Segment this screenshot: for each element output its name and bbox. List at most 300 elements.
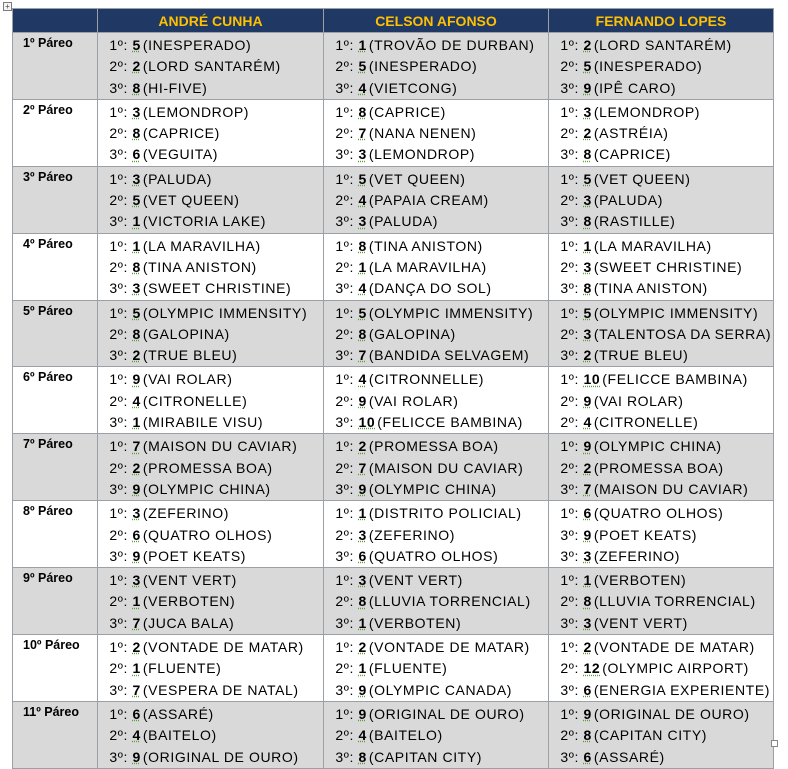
pick-line <box>554 278 773 299</box>
pick-position: 1º: <box>335 304 354 321</box>
pick-horse-number: 9 <box>132 480 141 497</box>
pick-position: 1º: <box>560 705 579 722</box>
pick-horse-number: 3 <box>583 325 592 342</box>
pick-position: 2º: <box>335 526 354 543</box>
pick-position: 1º: <box>335 371 354 388</box>
pick-horse-number: 3 <box>583 547 592 564</box>
pick-horse-name: (LEMONDROP) <box>368 146 476 163</box>
pick-horse-name: (CAPRICE) <box>593 146 671 163</box>
pick-horse-name: (ASSARÉ) <box>142 705 214 722</box>
pick-line <box>329 747 548 768</box>
pick-horse-number: 3 <box>132 280 141 297</box>
pick-horse-number: 1 <box>132 660 141 677</box>
pick-horse-name: (VENT VERT) <box>142 572 237 589</box>
pick-horse-number: 9 <box>358 480 367 497</box>
pick-horse-number: 9 <box>583 438 592 455</box>
pick-horse-number: 5 <box>132 192 141 209</box>
pick-position: 2º: <box>335 660 354 677</box>
pick-horse-name: (VESPERA DE NATAL) <box>142 681 299 698</box>
pick-position: 1º: <box>335 705 354 722</box>
pick-horse-number: 8 <box>583 593 592 610</box>
pick-horse-number: 2 <box>583 639 592 656</box>
pick-line <box>554 525 773 546</box>
pick-horse-name: (VET QUEEN) <box>368 170 466 187</box>
pick-position: 1º: <box>335 237 354 254</box>
pick-position: 1º: <box>109 103 128 120</box>
pick-horse-number: 12 <box>583 660 601 677</box>
pick-horse-name: (OLYMPIC IMMENSITY) <box>142 304 308 321</box>
table-row <box>13 367 774 434</box>
pick-horse-name: (OLYMPIC CHINA) <box>368 480 497 497</box>
pick-line <box>329 725 548 746</box>
pick-line <box>329 257 548 278</box>
header-fernando-lopes: FERNANDO LOPES <box>549 9 774 33</box>
picks-cell <box>98 99 324 166</box>
pick-position: 1º: <box>335 438 354 455</box>
pick-line <box>329 236 548 257</box>
pick-line <box>554 324 773 345</box>
picks-cell <box>549 635 774 702</box>
pick-horse-number: 5 <box>358 58 367 75</box>
pick-horse-name: (PAPAIA CREAM) <box>368 192 489 209</box>
pick-horse-number: 2 <box>358 438 367 455</box>
race-label: 3º Páreo <box>13 166 98 233</box>
pick-line <box>554 169 773 190</box>
pick-line <box>103 412 323 433</box>
pick-horse-number: 5 <box>583 170 592 187</box>
pick-horse-number: 7 <box>358 459 367 476</box>
pick-horse-number: 7 <box>583 480 592 497</box>
pick-horse-number: 9 <box>358 681 367 698</box>
pick-position: 1º: <box>335 572 354 589</box>
pick-position: 3º: <box>560 480 579 497</box>
pick-position: 3º: <box>109 146 128 163</box>
picks-cell <box>549 501 774 568</box>
pick-horse-name: (TRUE BLEU) <box>142 347 238 364</box>
pick-position: 1º: <box>560 37 579 53</box>
pick-horse-name: (VET QUEEN) <box>142 192 240 209</box>
pick-line <box>554 570 773 591</box>
pick-line <box>329 169 548 190</box>
pick-horse-name: (DISTRITO POLICIAL) <box>368 505 522 522</box>
picks-cell <box>98 300 324 367</box>
pick-horse-name: (ASTRÉIA) <box>593 125 669 142</box>
pick-horse-name: (BAITELO) <box>368 727 443 744</box>
pick-horse-name: (PROMESSA BOA) <box>368 438 499 455</box>
pick-horse-number: 8 <box>583 280 592 297</box>
pick-position: 3º: <box>560 79 579 96</box>
pick-horse-name: (SWEET CHRISTINE) <box>593 258 743 275</box>
pick-position: 1º: <box>560 505 579 522</box>
pick-position: 2º: <box>109 58 128 75</box>
pick-horse-name: (VET QUEEN) <box>593 170 691 187</box>
pick-position: 1º: <box>335 505 354 522</box>
pick-position: 2º: <box>560 727 579 744</box>
pick-horse-number: 10 <box>583 371 601 388</box>
picks-cell <box>98 434 324 501</box>
pick-position: 2º: <box>335 392 354 409</box>
pick-horse-name: (TINA ANISTON) <box>142 258 257 275</box>
pick-horse-name: (VERBOTEN) <box>142 593 236 610</box>
picks-cell <box>324 233 549 300</box>
pick-position: 3º: <box>335 280 354 297</box>
pick-horse-name: (QUATRO OLHOS) <box>142 526 273 543</box>
pick-position: 2º: <box>109 192 128 209</box>
pick-line <box>103 211 323 232</box>
pick-position: 3º: <box>109 347 128 364</box>
pick-position: 3º: <box>335 681 354 698</box>
pick-position: 3º: <box>335 614 354 631</box>
pick-line <box>554 35 773 56</box>
pick-position: 2º: <box>560 325 579 342</box>
pick-line <box>329 123 548 144</box>
pick-line <box>103 144 323 165</box>
pick-line <box>329 458 548 479</box>
pick-horse-name: (MAISON DU CAVIAR) <box>593 480 749 497</box>
pick-horse-name: (TINA ANISTON) <box>368 237 483 254</box>
pick-horse-name: (RASTILLE) <box>593 213 676 230</box>
pick-line <box>103 35 323 56</box>
pick-horse-name: (LA MARAVILHA) <box>593 237 712 254</box>
pick-horse-number: 1 <box>358 614 367 631</box>
pick-line <box>554 303 773 324</box>
pick-horse-number: 7 <box>358 125 367 142</box>
pick-position: 1º: <box>335 37 354 53</box>
picks-cell <box>98 367 324 434</box>
pick-position: 2º: <box>335 58 354 75</box>
pick-line <box>329 211 548 232</box>
picks-cell <box>549 99 774 166</box>
pick-horse-name: (FELICCE BAMBINA) <box>377 414 523 431</box>
pick-horse-number: 5 <box>132 37 141 53</box>
pick-horse-name: (FLUENTE) <box>142 660 222 677</box>
pick-horse-name: (VENT VERT) <box>593 614 688 631</box>
pick-line <box>329 704 548 725</box>
pick-line <box>329 479 548 500</box>
pick-position: 1º: <box>109 170 128 187</box>
pick-horse-name: (INESPERADO) <box>142 37 252 53</box>
pick-position: 3º: <box>109 748 128 765</box>
pick-horse-number: 8 <box>358 237 367 254</box>
table-row <box>13 434 774 501</box>
pick-line <box>103 546 323 567</box>
pick-horse-number: 6 <box>358 547 367 564</box>
pick-line <box>329 303 548 324</box>
pick-line <box>329 546 548 567</box>
pick-horse-name: (LEMONDROP) <box>593 103 701 120</box>
pick-line <box>329 35 548 56</box>
pick-horse-number: 2 <box>132 639 141 656</box>
pick-horse-number: 3 <box>358 526 367 543</box>
pick-line <box>329 680 548 701</box>
pick-line <box>329 56 548 77</box>
pick-position: 1º: <box>560 237 579 254</box>
picks-cell <box>324 166 549 233</box>
race-label: 11º Páreo <box>13 701 98 768</box>
pick-horse-number: 9 <box>132 748 141 765</box>
pick-position: 1º: <box>109 371 128 388</box>
pick-position: 2º: <box>109 526 128 543</box>
pick-position: 2º: <box>109 258 128 275</box>
pick-horse-name: (NANA NENEN) <box>368 125 477 142</box>
pick-horse-number: 8 <box>358 103 367 120</box>
pick-horse-name: (GALOPINA) <box>368 325 456 342</box>
pick-horse-number: 3 <box>583 103 592 120</box>
pick-line <box>103 680 323 701</box>
pick-horse-name: (FLUENTE) <box>368 660 448 677</box>
pick-line <box>103 391 323 412</box>
pick-horse-name: (MIRABILE VISU) <box>142 414 264 431</box>
pick-horse-number: 9 <box>358 392 367 409</box>
pick-horse-number: 5 <box>358 170 367 187</box>
pick-horse-name: (LLUVIA TORRENCIAL) <box>593 593 756 610</box>
pick-horse-name: (VONTADE DE MATAR) <box>142 639 304 656</box>
pick-position: 3º: <box>335 547 354 564</box>
pick-position: 2º: <box>335 192 354 209</box>
pick-position: 2º: <box>109 325 128 342</box>
table-row <box>13 568 774 635</box>
pick-horse-name: (VAI ROLAR) <box>593 392 684 409</box>
table-row <box>13 166 774 233</box>
pick-horse-name: (ASSARÉ) <box>593 748 665 765</box>
pick-line <box>554 747 773 768</box>
pick-position: 3º: <box>335 146 354 163</box>
pick-line <box>329 345 548 366</box>
picks-cell <box>98 635 324 702</box>
pick-position: 1º: <box>109 572 128 589</box>
race-label: 6º Páreo <box>13 367 98 434</box>
pick-line <box>554 725 773 746</box>
picks-cell <box>324 33 549 100</box>
pick-horse-name: (BANDIDA SELVAGEM) <box>368 347 530 364</box>
pick-line <box>554 503 773 524</box>
pick-horse-name: (POET KEATS) <box>142 547 247 564</box>
pick-position: 2º: <box>560 660 579 677</box>
pick-horse-name: (VAI ROLAR) <box>142 371 233 388</box>
pick-horse-name: (QUATRO OLHOS) <box>368 547 499 564</box>
pick-horse-name: (VERBOTEN) <box>368 614 462 631</box>
pick-line <box>554 637 773 658</box>
pick-line <box>329 503 548 524</box>
table-move-handle-icon[interactable]: + <box>3 2 12 11</box>
pick-position: 2º: <box>109 459 128 476</box>
picks-cell <box>549 367 774 434</box>
pick-position: 2º: <box>335 125 354 142</box>
table-row <box>13 300 774 367</box>
pick-position: 2º: <box>109 727 128 744</box>
pick-position: 1º: <box>109 37 128 53</box>
pick-line <box>329 102 548 123</box>
pick-line <box>103 525 323 546</box>
pick-line <box>103 479 323 500</box>
pick-line <box>554 546 773 567</box>
pick-line <box>103 56 323 77</box>
pick-horse-number: 8 <box>132 125 141 142</box>
pick-horse-name: (TINA ANISTON) <box>593 280 708 297</box>
pick-line <box>554 190 773 211</box>
pick-horse-name: (ENERGIA EXPERIENTE) <box>593 681 771 698</box>
pick-line <box>554 613 773 634</box>
pick-horse-number: 8 <box>583 727 592 744</box>
pick-horse-name: (DANÇA DO SOL) <box>368 280 492 297</box>
pick-position: 3º: <box>109 79 128 96</box>
pick-position: 2º: <box>560 258 579 275</box>
pick-position: 3º: <box>560 146 579 163</box>
pick-horse-number: 3 <box>132 505 141 522</box>
pick-line <box>554 236 773 257</box>
pick-line <box>103 458 323 479</box>
pick-horse-name: (CITRONNELLE) <box>368 371 485 388</box>
pick-line <box>103 303 323 324</box>
pick-line <box>103 591 323 612</box>
pick-line <box>554 479 773 500</box>
picks-cell <box>324 701 549 768</box>
pick-horse-name: (IPÊ CARO) <box>593 79 677 96</box>
pick-horse-name: (LORD SANTARÉM) <box>593 37 732 53</box>
pick-position: 2º: <box>560 392 579 409</box>
pick-horse-number: 9 <box>358 705 367 722</box>
table-row <box>13 233 774 300</box>
pick-horse-number: 8 <box>132 258 141 275</box>
pick-horse-name: (POET KEATS) <box>593 526 698 543</box>
pick-horse-name: (LORD SANTARÉM) <box>142 58 281 75</box>
pick-horse-name: (OLYMPIC CHINA) <box>593 438 722 455</box>
pick-position: 3º: <box>109 614 128 631</box>
pick-horse-name: (PALUDA) <box>142 170 212 187</box>
pick-horse-name: (GALOPINA) <box>142 325 230 342</box>
pick-horse-number: 2 <box>132 347 141 364</box>
pick-position: 1º: <box>560 170 579 187</box>
pick-horse-name: (SWEET CHRISTINE) <box>142 280 292 297</box>
pick-horse-number: 7 <box>132 681 141 698</box>
pick-horse-number: 4 <box>358 727 367 744</box>
pick-position: 3º: <box>109 547 128 564</box>
pick-horse-name: (TROVÃO DE DURBAN) <box>368 37 535 53</box>
pick-position: 2º: <box>560 125 579 142</box>
pick-line <box>103 436 323 457</box>
picks-cell <box>324 434 549 501</box>
picks-cell <box>324 99 549 166</box>
pick-line <box>329 637 548 658</box>
pick-line <box>103 257 323 278</box>
pick-horse-name: (OLYMPIC IMMENSITY) <box>593 304 759 321</box>
pick-line <box>329 144 548 165</box>
pick-line <box>329 570 548 591</box>
pick-horse-number: 2 <box>583 37 592 53</box>
pick-horse-number: 3 <box>358 146 367 163</box>
race-label: 5º Páreo <box>13 300 98 367</box>
pick-position: 2º: <box>335 459 354 476</box>
pick-position: 3º: <box>335 347 354 364</box>
pick-position: 3º: <box>109 280 128 297</box>
pick-horse-name: (TALENTOSA DA SERRA) <box>593 325 772 342</box>
race-label: 2º Páreo <box>13 99 98 166</box>
pick-horse-name: (OLYMPIC CHINA) <box>142 480 271 497</box>
pick-horse-number: 8 <box>358 325 367 342</box>
pick-position: 1º: <box>109 505 128 522</box>
pick-line <box>554 56 773 77</box>
picks-cell <box>549 166 774 233</box>
race-label: 7º Páreo <box>13 434 98 501</box>
pick-position: 3º: <box>109 414 128 431</box>
pick-position: 2º: <box>109 593 128 610</box>
pick-line <box>103 658 323 679</box>
pick-horse-number: 6 <box>132 146 141 163</box>
pick-horse-number: 4 <box>358 280 367 297</box>
picks-table <box>12 8 774 769</box>
header-row <box>13 9 774 33</box>
pick-position: 1º: <box>560 438 579 455</box>
pick-horse-number: 10 <box>358 414 376 431</box>
pick-position: 2º: <box>109 660 128 677</box>
pick-line <box>329 324 548 345</box>
pick-horse-number: 9 <box>583 526 592 543</box>
pick-position: 3º: <box>560 280 579 297</box>
pick-horse-number: 8 <box>132 79 141 96</box>
pick-position: 1º: <box>109 639 128 656</box>
pick-horse-number: 2 <box>583 125 592 142</box>
pick-horse-name: (PROMESSA BOA) <box>593 459 724 476</box>
pick-horse-number: 3 <box>132 572 141 589</box>
pick-line <box>554 144 773 165</box>
picks-cell <box>549 300 774 367</box>
pick-position: 1º: <box>109 438 128 455</box>
pick-line <box>103 369 323 390</box>
pick-horse-number: 6 <box>132 705 141 722</box>
pick-horse-name: (LEMONDROP) <box>142 103 250 120</box>
pick-line <box>329 369 548 390</box>
resize-handle-icon[interactable] <box>771 740 778 747</box>
pick-line <box>103 278 323 299</box>
pick-position: 1º: <box>335 639 354 656</box>
race-label: 8º Páreo <box>13 501 98 568</box>
picks-cell <box>98 33 324 100</box>
pick-horse-number: 4 <box>358 371 367 388</box>
pick-position: 3º: <box>335 414 354 431</box>
pick-line <box>554 123 773 144</box>
picks-cell <box>549 233 774 300</box>
pick-line <box>329 78 548 99</box>
pick-horse-number: 9 <box>583 79 592 96</box>
pick-horse-name: (ZEFERINO) <box>368 526 455 543</box>
pick-line <box>554 345 773 366</box>
pick-position: 1º: <box>109 304 128 321</box>
pick-horse-name: (VENT VERT) <box>368 572 463 589</box>
pick-horse-number: 9 <box>132 547 141 564</box>
picks-cell <box>324 367 549 434</box>
pick-horse-number: 3 <box>583 192 592 209</box>
pick-line <box>103 725 323 746</box>
pick-horse-name: (ZEFERINO) <box>593 547 680 564</box>
pick-horse-number: 5 <box>132 304 141 321</box>
picks-cell <box>549 33 774 100</box>
pick-position: 3º: <box>335 213 354 230</box>
pick-horse-name: (LA MARAVILHA) <box>368 258 487 275</box>
pick-horse-number: 4 <box>132 392 141 409</box>
pick-horse-name: (ORIGINAL DE OURO) <box>142 748 299 765</box>
pick-horse-number: 1 <box>358 37 367 53</box>
pick-horse-name: (TRUE BLEU) <box>593 347 689 364</box>
pick-horse-name: (CAPITAN CITY) <box>593 727 708 744</box>
pick-position: 1º: <box>560 639 579 656</box>
pick-horse-name: (PROMESSA BOA) <box>142 459 273 476</box>
pick-horse-name: (VIETCONG) <box>368 79 458 96</box>
pick-horse-number: 6 <box>583 681 592 698</box>
pick-horse-number: 3 <box>132 170 141 187</box>
header-corner <box>13 9 98 33</box>
pick-line <box>554 391 773 412</box>
pick-horse-number: 2 <box>132 58 141 75</box>
